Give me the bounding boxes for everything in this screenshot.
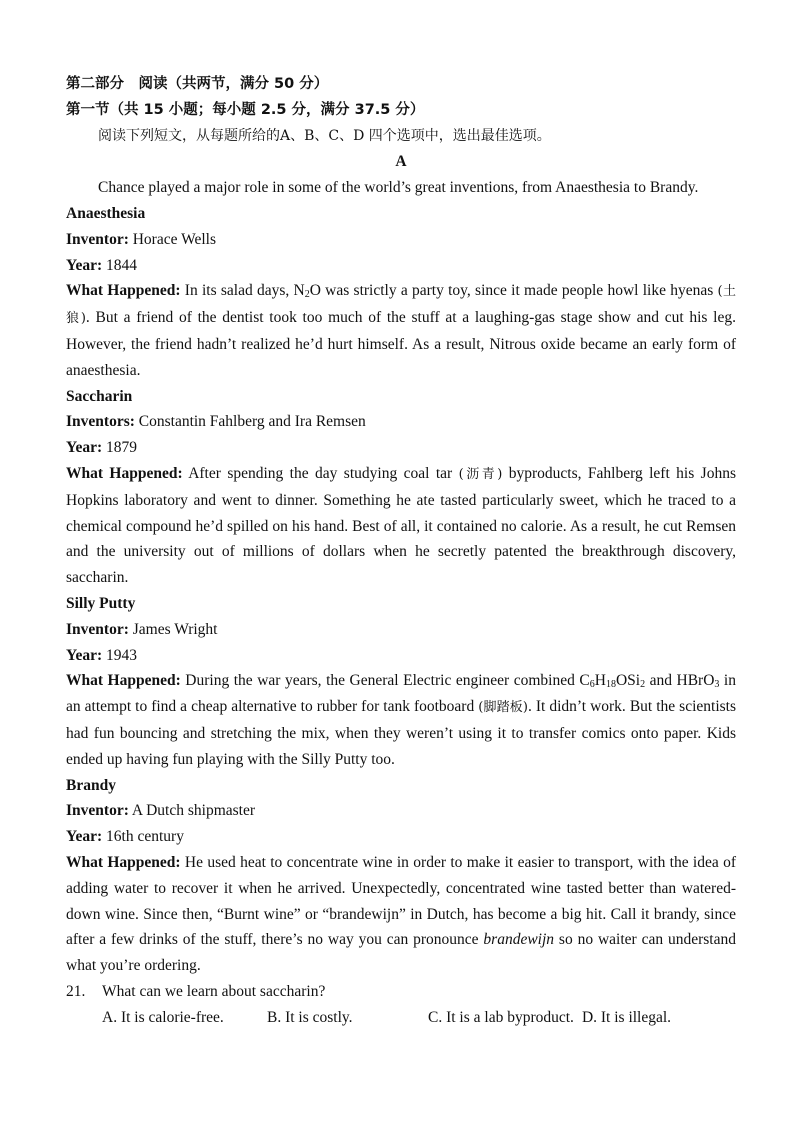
subscript: 2	[304, 289, 310, 301]
year-label: Year:	[66, 256, 103, 274]
part-heading: 第二部分 阅读（共两节，满分 50 分）	[66, 76, 329, 92]
what-happened-label: What Happened:	[66, 464, 183, 482]
italic-term: brandewijn	[483, 931, 555, 949]
exam-page	[66, 72, 736, 1030]
text: During the war years, the General Electric engineer combined C	[180, 672, 590, 690]
text: and HBrO	[645, 672, 715, 690]
text: In its salad days, N	[180, 282, 305, 300]
entry-inventor	[66, 227, 736, 253]
entry-title: Saccharin	[66, 387, 133, 405]
what-happened-label: What Happened:	[66, 853, 181, 871]
inventor-value: Constantin Fahlberg and Ira Remsen	[138, 413, 366, 431]
entry-title: Silly Putty	[66, 594, 136, 612]
text: OSi	[615, 672, 641, 690]
entry-silly-putty	[66, 591, 736, 773]
option-b[interactable]: B. It is costly.	[267, 1008, 353, 1026]
entry-what-happened	[66, 850, 736, 979]
subscript: 6	[589, 679, 595, 691]
entry-year	[66, 824, 736, 850]
entry-inventor	[66, 798, 736, 824]
text: so no waiter can understand what you’re ordering.	[66, 931, 736, 975]
what-happened-label: What Happened:	[66, 672, 181, 690]
entry-year	[66, 643, 736, 669]
entry-inventor	[66, 409, 736, 435]
text: H	[594, 672, 606, 690]
passage-label: A	[395, 153, 407, 171]
inventor-label: Inventor:	[66, 620, 129, 638]
entry-what-happened	[66, 668, 736, 772]
year-value: 16th century	[106, 828, 184, 846]
passage-intro: Chance played a major role in some of the world’s great inventions, from Anaesthesia to Brandy.	[98, 179, 699, 197]
inventor-value: A Dutch shipmaster	[131, 802, 256, 820]
year-value: 1943	[106, 646, 138, 664]
entry-year	[66, 253, 736, 279]
question-number: 21.	[66, 982, 86, 1000]
question-options	[66, 1005, 736, 1031]
entry-saccharin	[66, 384, 736, 591]
what-happened-label: What Happened:	[66, 282, 181, 300]
year-label: Year:	[66, 646, 103, 664]
entry-what-happened	[66, 461, 736, 591]
entry-title: Anaesthesia	[66, 204, 146, 222]
year-value: 1879	[106, 439, 138, 457]
year-value: 1844	[106, 256, 138, 274]
question-21	[66, 979, 736, 1031]
inventor-label: Inventor:	[66, 802, 129, 820]
text: O was strictly a party toy, since it made people howl like hyenas	[309, 282, 718, 300]
entry-anaesthesia	[66, 201, 736, 384]
option-c[interactable]: C. It is a lab byproduct.	[428, 1008, 574, 1026]
option-a[interactable]: A. It is calorie-free.	[102, 1008, 224, 1026]
text: He used heat to concentrate wine in order to make it easier to transport, with the idea of adding water to recover it when he arrived. Unexpectedly, concentrated wine tasted better than watered-down wine. Since then, “Burnt wine” or “brandewijn” in Dutch, has become a big hit. Call it brandy, since after a few drinks of the stuff, there’s no way you can pronounce	[66, 853, 736, 949]
year-label: Year:	[66, 439, 103, 457]
entry-year	[66, 435, 736, 461]
subscript: 18	[605, 679, 616, 691]
question-stem-row	[66, 979, 736, 1005]
entry-inventor	[66, 617, 736, 643]
subsection-heading: 第一节（共 15 小题；每小题 2.5 分，满分 37.5 分）	[66, 101, 425, 118]
text: After spending the day studying coal tar	[182, 464, 459, 482]
text: . It didn’t work. But the scientists had fun bouncing and stretching the mix, when they weren’t using it to transfer comics onto paper. Kids ended up having fun playing with the Silly Putty too.	[66, 698, 737, 768]
option-d[interactable]: D. It is illegal.	[581, 1008, 672, 1026]
inventor-label: Inventors:	[66, 413, 135, 431]
chinese-gloss: (土狼)	[66, 284, 736, 327]
subscript: 3	[714, 679, 720, 691]
text: byproducts, Fahlberg left his Johns Hopkins laboratory and went to dinner. Something he ate tasted particularly sweet, which he traced to a chemical compound he’d spilled on his hand. Best of all, it contained no calorie. As a result, he cut Remsen and the university out of millions of dollars when he secretly patented the breakthrough discovery, saccharin.	[66, 464, 736, 587]
year-label: Year:	[66, 828, 103, 846]
subscript: 2	[640, 679, 646, 691]
entry-title: Brandy	[66, 776, 116, 794]
inventor-label: Inventor:	[66, 230, 129, 248]
question-stem: What can we learn about saccharin?	[102, 982, 326, 1000]
entry-brandy	[66, 773, 736, 979]
instructions: 阅读下列短文，从每题所给的A、B、C、D 四个选项中，选出最佳选项。	[98, 127, 551, 144]
inventor-value: James Wright	[132, 620, 218, 638]
chinese-gloss: (沥青)	[458, 466, 503, 482]
text: . But a friend of the dentist took too much of the stuff at a laughing-gas stage show and cut his leg. However, the friend hadn’t realized he’d hurt himself. As a result, Nitrous oxide became an early form of anaesthesia.	[66, 309, 736, 379]
chinese-gloss: (脚踏板)	[478, 700, 528, 716]
inventor-value: Horace Wells	[132, 230, 216, 248]
entry-what-happened	[66, 278, 736, 383]
text: in an attempt to find a cheap alternative to rubber for tank footboard	[66, 672, 736, 716]
